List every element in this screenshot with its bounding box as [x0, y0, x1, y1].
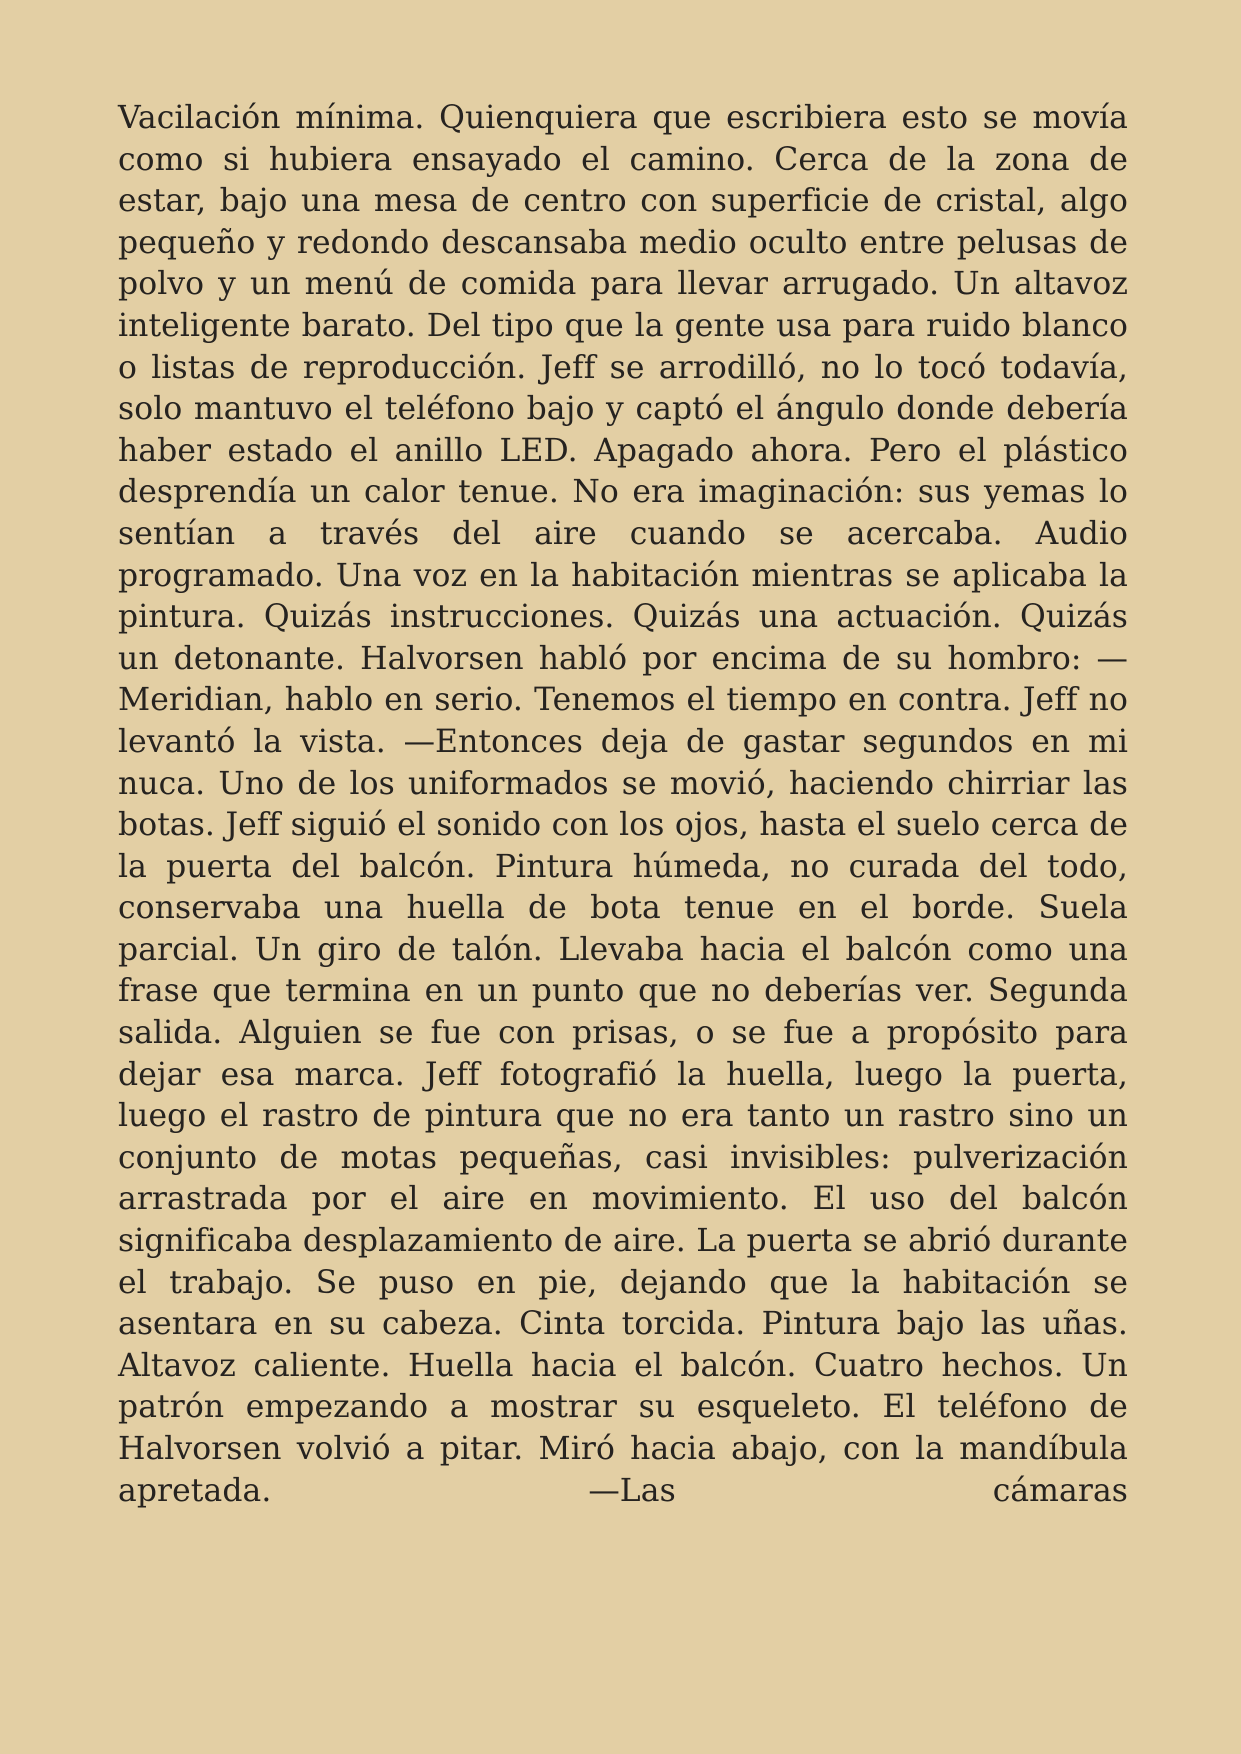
- text-column: [118, 98, 1128, 1554]
- body-paragraph: Vacilación mínima. Quienquiera que escribiera esto se movía como si hubiera ensayado el camino. Cerca de la zona de estar, bajo una mesa de centro con superficie de cristal, algo pequeño y redondo descansaba medio oculto entre pelusas de polvo y un menú de comida para llevar arrugado. Un altavoz inteligente barato. Del tipo que la gente usa para ruido blanco o listas de reproducción. Jeff se arrodilló, no lo tocó todavía, solo mantuvo el teléfono bajo y captó el ángulo donde debería haber estado el anillo LED. Apagado ahora. Pero el plástico desprendía un calor tenue. No era imaginación: sus yemas lo sentían a través del aire cuando se acercaba. Audio programado. Una voz en la habitación mientras se aplicaba la pintura. Quizás instrucciones. Quizás una actuación. Quizás un detonante. Halvorsen habló por encima de su hombro: —Meridian, hablo en serio. Tenemos el tiempo en contra. Jeff no levantó la vista. —Entonces deja de gastar segundos en mi nuca. Uno de los uniformados se movió, haciendo chirriar las botas. Jeff siguió el sonido con los ojos, hasta el suelo cerca de la puerta del balcón. Pintura húmeda, no curada del todo, conservaba una huella de bota tenue en el borde. Suela parcial. Un giro de talón. Llevaba hacia el balcón como una frase que termina en un punto que no deberías ver. Segunda salida. Alguien se fue con prisas, o se fue a propósito para dejar esa marca. Jeff fotografió la huella, luego la puerta, luego el rastro de pintura que no era tanto un rastro sino un conjunto de motas pequeñas, casi invisibles: pulverización arrastrada por el aire en movimiento. El uso del balcón significaba desplazamiento de aire. La puerta se abrió durante el trabajo. Se puso en pie, dejando que la habitación se asentara en su cabeza. Cinta torcida. Pintura bajo las uñas. Altavoz caliente. Huella hacia el balcón. Cuatro hechos. Un patrón empezando a mostrar su esqueleto. El teléfono de Halvorsen volvió a pitar. Miró hacia abajo, con la mandíbula apretada. —Las cámaras: [118, 100, 1128, 1509]
